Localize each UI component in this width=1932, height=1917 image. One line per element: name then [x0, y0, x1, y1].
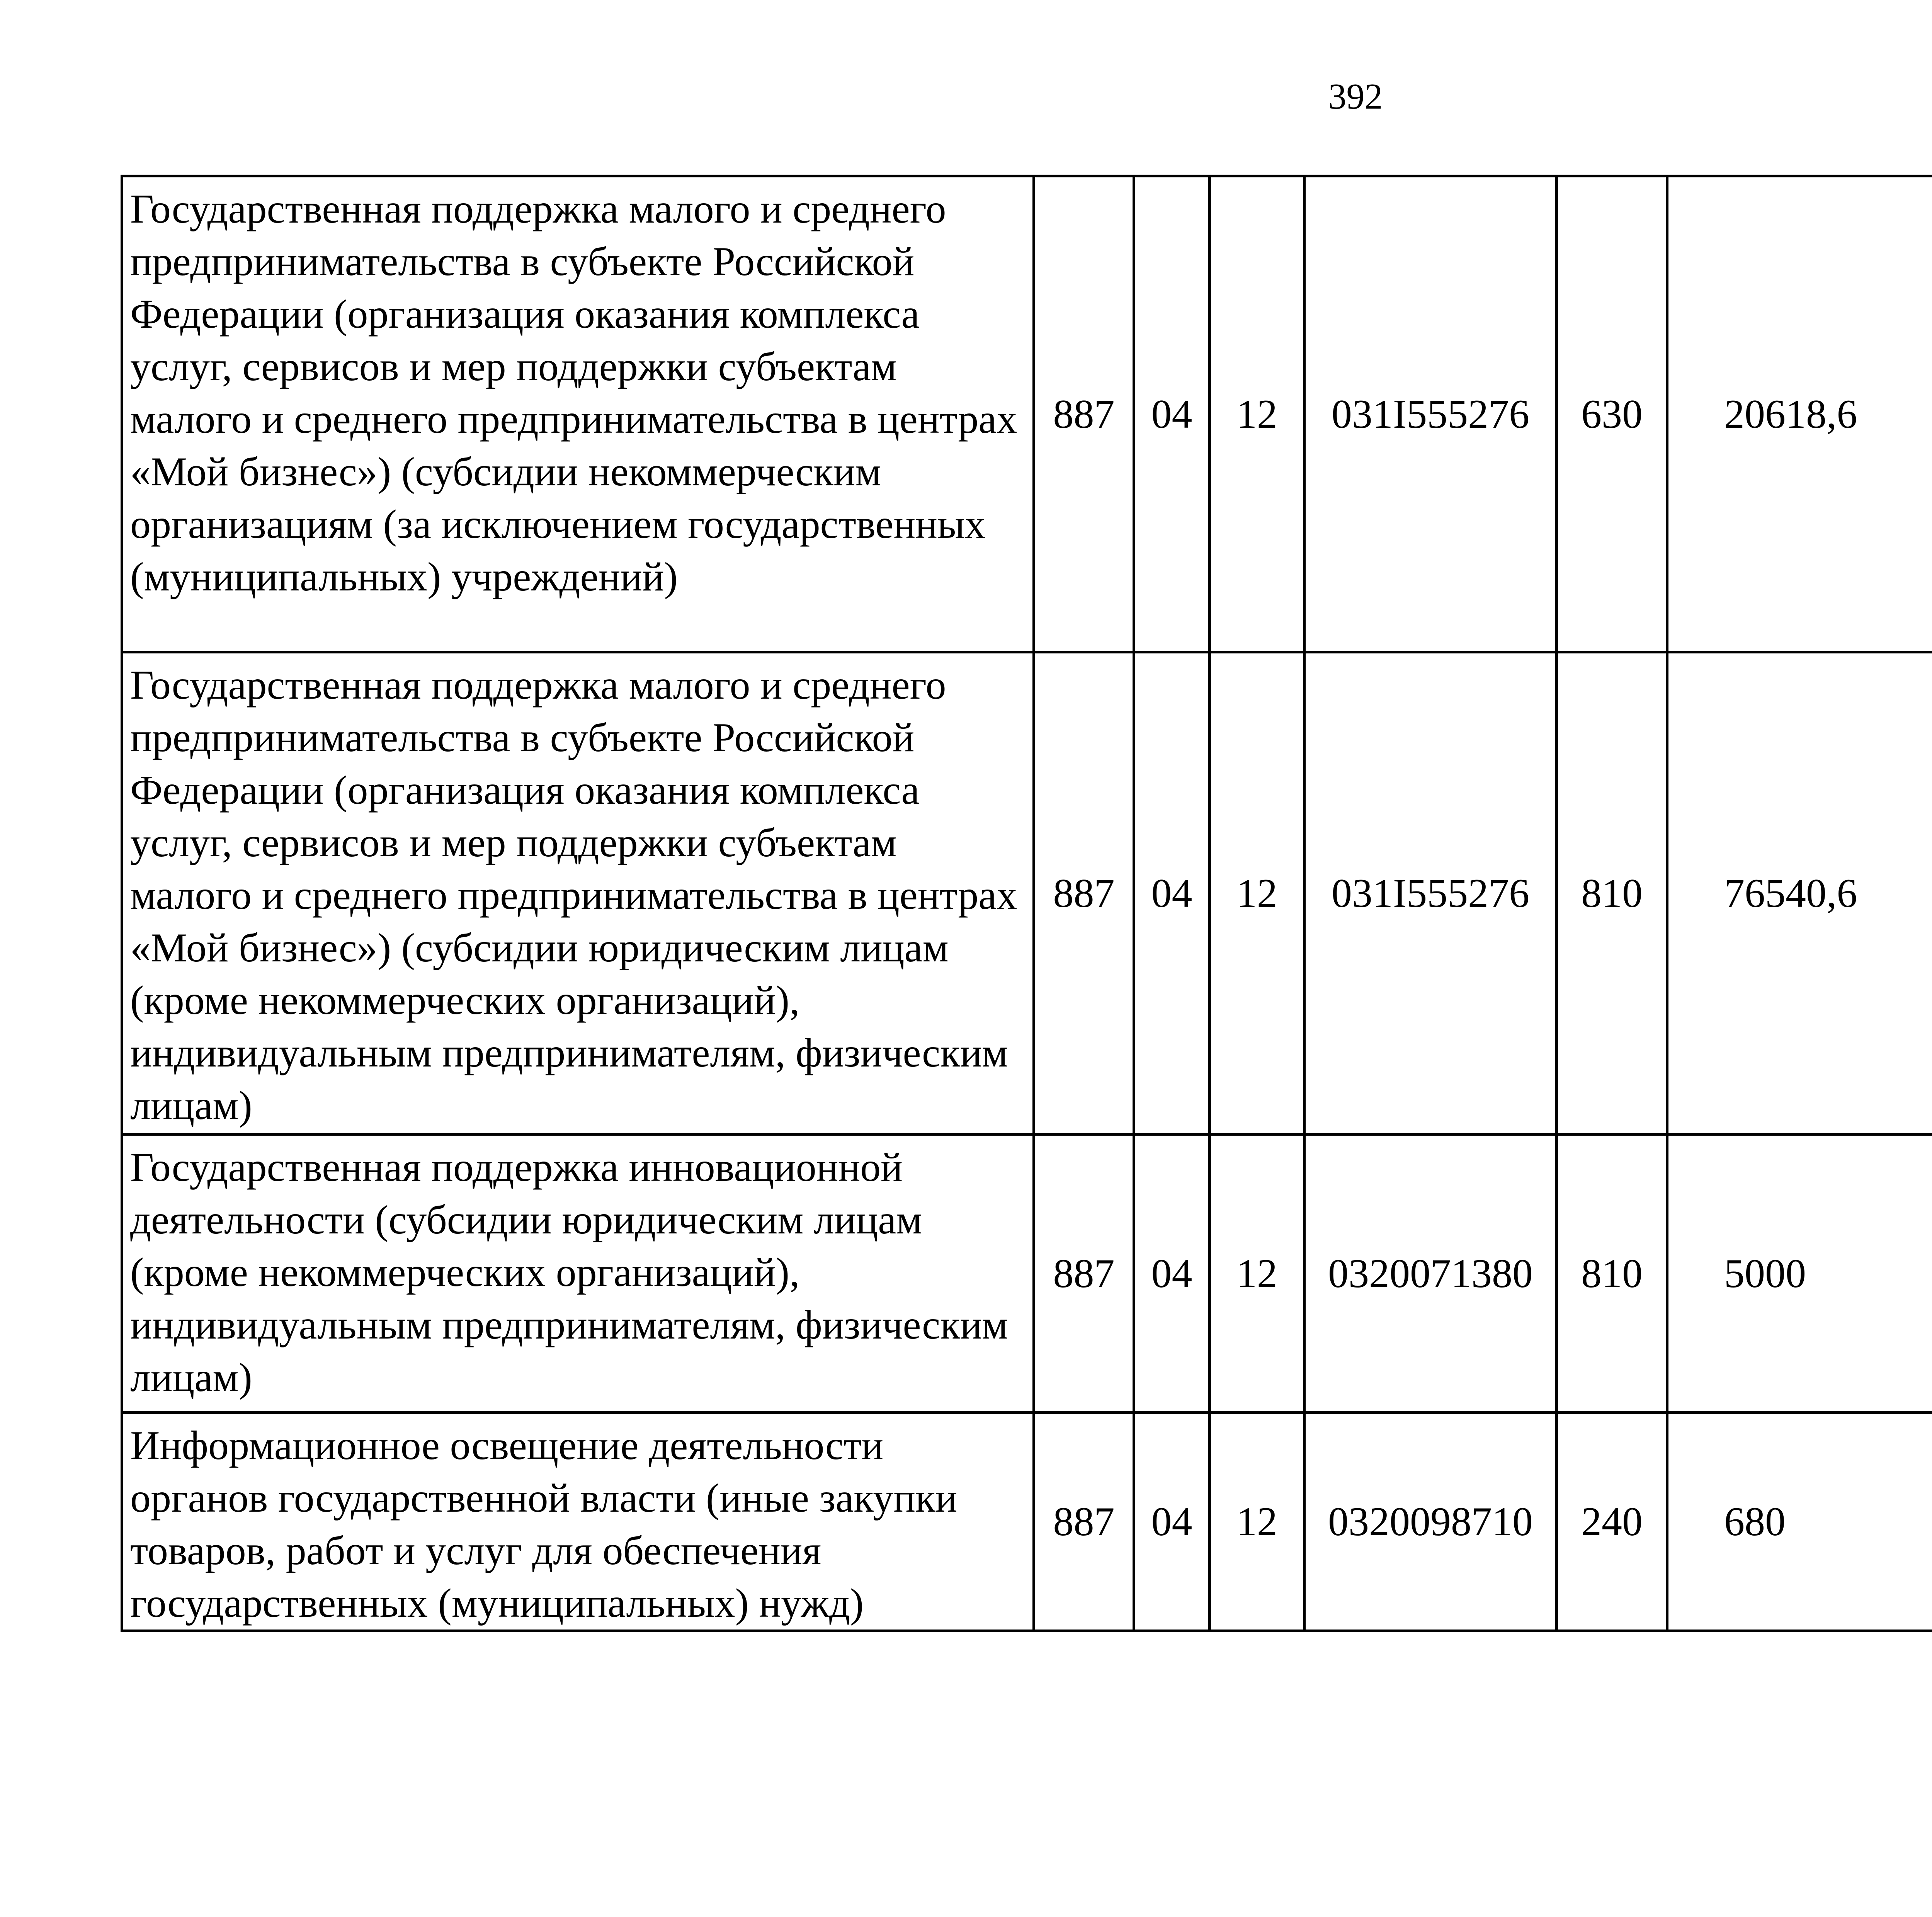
- description-cell: Государственная поддержка малого и среднего предпринимательства в субъекте Российской Федерации (организация оказания комплекса услуг, сервисов и мер поддержки субъектам малого и среднего предпринимательства в центрах «Мой бизнес») (субсидии юридическим лицам (кроме некоммерческих организаций), индивидуальным предпринимателям, физическим лицам): [122, 652, 1034, 1135]
- amount-year1-cell: 76540,6: [1667, 652, 1932, 1135]
- section-code-cell: 04: [1134, 652, 1210, 1135]
- ministry-code-cell: 887: [1034, 652, 1134, 1135]
- target-article-cell: 031I555276: [1304, 176, 1557, 652]
- amount-year1-cell: 20618,6: [1667, 176, 1932, 652]
- subsection-code-cell: 12: [1210, 176, 1304, 652]
- page-number: 392: [1328, 77, 1383, 117]
- table-row: [122, 176, 1932, 652]
- amount-year1-cell: 5000: [1667, 1135, 1932, 1413]
- expense-type-cell: 240: [1557, 1413, 1667, 1631]
- ministry-code-cell: 887: [1034, 1135, 1134, 1413]
- table-row: [122, 1135, 1932, 1413]
- ministry-code-cell: 887: [1034, 1413, 1134, 1631]
- subsection-code-cell: 12: [1210, 1413, 1304, 1631]
- description-cell: Информационное освещение деятельности органов государственной власти (иные закупки товаров, работ и услуг для обеспечения государственных (муниципальных) нужд): [122, 1413, 1034, 1631]
- amount-year1-cell: 680: [1667, 1413, 1932, 1631]
- expense-type-cell: 630: [1557, 176, 1667, 652]
- table-row: [122, 1413, 1932, 1631]
- budget-table: [121, 175, 1932, 1632]
- section-code-cell: 04: [1134, 1413, 1210, 1631]
- target-article-cell: 0320071380: [1304, 1135, 1557, 1413]
- description-cell: Государственная поддержка малого и среднего предпринимательства в субъекте Российской Федерации (организация оказания комплекса услуг, сервисов и мер поддержки субъектам малого и среднего предпринимательства в центрах «Мой бизнес») (субсидии некоммерческим организациям (за исключением государственных (муниципальных) учреждений): [122, 176, 1034, 652]
- section-code-cell: 04: [1134, 176, 1210, 652]
- ministry-code-cell: 887: [1034, 176, 1134, 652]
- section-code-cell: 04: [1134, 1135, 1210, 1413]
- expense-type-cell: 810: [1557, 1135, 1667, 1413]
- description-cell: Государственная поддержка инновационной деятельности (субсидии юридическим лицам (кроме некоммерческих организаций), индивидуальным предпринимателям, физическим лицам): [122, 1135, 1034, 1413]
- table-row: [122, 652, 1932, 1135]
- target-article-cell: 0320098710: [1304, 1413, 1557, 1631]
- expense-type-cell: 810: [1557, 652, 1667, 1135]
- subsection-code-cell: 12: [1210, 1135, 1304, 1413]
- subsection-code-cell: 12: [1210, 652, 1304, 1135]
- target-article-cell: 031I555276: [1304, 652, 1557, 1135]
